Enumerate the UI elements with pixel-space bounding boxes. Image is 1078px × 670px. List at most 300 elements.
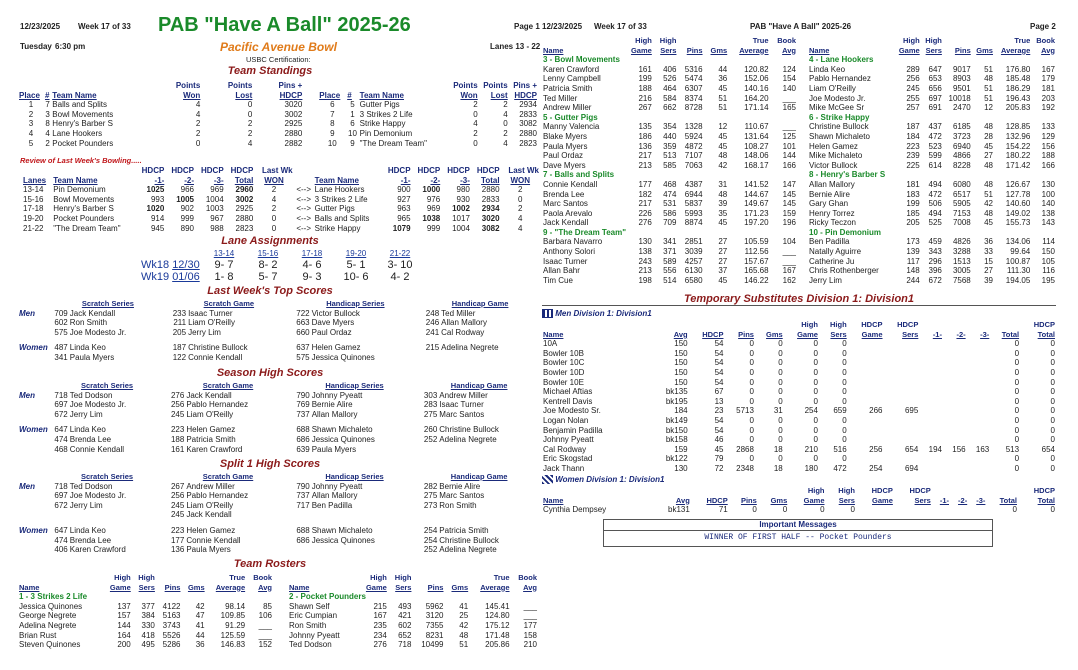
cell — [848, 435, 884, 445]
cell: 6307 — [684, 83, 703, 93]
roster-head — [288, 573, 538, 583]
cell — [291, 545, 311, 555]
cell: 205 — [906, 218, 920, 228]
cell — [990, 320, 1020, 330]
cell: 246 — [425, 318, 440, 328]
cell: 0 — [1050, 505, 1055, 515]
cell: ___ — [782, 122, 796, 132]
cell: 8728 — [684, 103, 703, 113]
cell: 130 — [638, 237, 652, 247]
cell: 124.80 — [485, 611, 510, 621]
usbc-cert: USBC Certification: — [246, 55, 311, 64]
cell: Bernie Alire — [311, 400, 353, 410]
cell: 0 — [850, 505, 855, 515]
cell: Marc Santos — [543, 199, 588, 209]
cell: 256 — [906, 74, 920, 84]
cell: 8 — [330, 119, 335, 129]
cell: 472 — [928, 189, 942, 199]
cell: 239 — [906, 151, 920, 161]
cell — [418, 445, 438, 455]
cell: 930 — [456, 194, 470, 204]
cell: 152.06 — [744, 74, 769, 84]
cell: 0 — [749, 435, 754, 445]
roster-row — [808, 257, 1056, 267]
cell: 71 — [718, 505, 728, 515]
cell — [444, 573, 469, 583]
cell: Pocket Pounders — [53, 213, 115, 223]
cell: 8 — [45, 119, 50, 129]
cell: Jessica Quinones — [19, 601, 83, 611]
cell — [689, 320, 725, 330]
cell: Dave Myers — [311, 318, 355, 328]
cell: 4 — [503, 109, 508, 119]
roster-row — [542, 65, 797, 75]
cell: Marc Santos — [439, 491, 485, 501]
cell: 688 — [296, 525, 310, 535]
roster-row — [542, 190, 797, 200]
cell: 44 — [195, 630, 205, 640]
cell: 487 — [54, 343, 68, 353]
cell: 213 — [638, 160, 652, 170]
cell: 150 — [674, 367, 688, 377]
cell: High — [394, 573, 412, 582]
cell: Michael Aftias — [543, 387, 593, 397]
title-p2: PAB "Have A Ball" 2025-26 — [750, 22, 852, 31]
cell: 3120 — [425, 611, 444, 621]
cell: Paul Ordaz — [311, 327, 352, 337]
cell: 614 — [928, 160, 942, 170]
cell: 149.67 — [744, 199, 769, 209]
cell: 147 — [782, 179, 796, 189]
cell: 2925 — [284, 119, 303, 129]
cell: 163 — [975, 444, 990, 454]
cell: 144 — [117, 620, 131, 630]
cell: 531 — [663, 199, 677, 209]
cell: ___ — [782, 93, 796, 103]
cell: 205 — [172, 327, 187, 337]
cell: Ricky Teczon — [809, 218, 856, 228]
cell: ___ — [523, 601, 537, 611]
cell — [943, 368, 967, 378]
cell — [968, 505, 986, 515]
cell — [919, 349, 943, 359]
cell: 273 — [423, 500, 438, 510]
cell: Linda Keo — [809, 64, 846, 74]
cell: Book — [1036, 36, 1055, 45]
subs-men-label: Men Division 1: Division1 — [542, 309, 1056, 318]
cell: 2 — [247, 128, 253, 138]
cell: Scratch Game — [203, 299, 255, 308]
roster-row — [542, 132, 797, 142]
cell: 2 — [45, 138, 50, 148]
cell: 54 — [714, 367, 724, 377]
cell — [943, 397, 967, 407]
cell: 0 — [1050, 435, 1055, 445]
cell: 216 — [638, 93, 652, 103]
cell: Ron Smith — [439, 500, 477, 510]
cell — [18, 545, 49, 555]
cell — [884, 397, 920, 407]
cell: Handicap Series — [326, 299, 385, 308]
roster-row — [542, 266, 797, 276]
cell: Gutter Pigs — [359, 100, 400, 110]
cell: Helen Gamez — [186, 525, 236, 535]
sub-row — [542, 464, 1056, 474]
cell: High — [903, 36, 920, 45]
lane-row — [140, 259, 422, 271]
cell — [542, 320, 652, 330]
cell: 709 — [54, 308, 68, 318]
cell: 223 — [906, 141, 920, 151]
cell: 8 - Henry's Barber S — [809, 170, 886, 180]
cell: 161 — [170, 444, 185, 454]
cell — [967, 406, 991, 416]
cell: Paula Myers — [69, 352, 115, 362]
roster-row — [288, 621, 538, 631]
roster-row — [542, 151, 797, 161]
cell: 254 — [423, 535, 438, 545]
cell: 267 — [170, 481, 185, 491]
review-table: HDCP HDCP HDCP HDCP Last Wk HDCP HDCP HDCP HDCP Last Wk Lanes Team Name -1- -2- -3- Total WON Team Name -1- -2- -3- Total WON 13-14 Pin Demonium 1025 966 969 2960 2 <--> Lane Hookers 900 1000 980 2880 2 15-16 Bowl Movements 993 1005 1004 3002 4 <--> 3 Strikes 2 Life 927 976 930 2833 0 17-18 Henry's Barber S 1020 902 1003 2925 2 <--> Gutter Pigs 963 969 1002 2934 2 19-20 Pocket Pounders 914 999 967 2880 0 <--> Balls and Splits 965 1038 1017 3020 4 21-22 "The Dream Team" 945 890 988 2823 0 <--> Strike Happy 1079 999 1004 3082 4 — [23, 166, 539, 233]
cell: 140.60 — [1005, 199, 1031, 209]
cell: 0 — [1050, 454, 1055, 464]
cell — [848, 454, 884, 464]
cell: 330 — [141, 620, 155, 630]
cell: 0 — [1050, 406, 1055, 416]
cell: 3082 — [519, 119, 537, 129]
cell: 377 — [141, 601, 155, 611]
cell: Pins — [427, 582, 444, 592]
cell: 963 — [397, 204, 411, 214]
cell: 256 — [170, 491, 185, 501]
cell: 18 — [773, 444, 783, 454]
cell: 27 — [984, 266, 993, 276]
cell: 144 — [782, 151, 796, 161]
score-row — [18, 435, 540, 445]
cell: 0 — [1014, 358, 1020, 368]
cell — [943, 426, 967, 436]
score-header — [18, 381, 540, 391]
cell: 150 — [674, 339, 688, 349]
roster-row — [808, 209, 1056, 219]
cell: 585 — [663, 160, 677, 170]
cell — [884, 435, 920, 445]
cell: 6 - Strike Happy — [809, 112, 870, 122]
cell — [986, 486, 1018, 496]
cell: 914 — [150, 213, 165, 223]
cell: 8228 — [952, 160, 971, 170]
cell: Pin Demonium — [53, 185, 106, 195]
cell: 245 — [170, 510, 185, 520]
cell: 2 — [28, 109, 34, 119]
cell: 15-16 — [23, 194, 44, 204]
cell: Paul Ordaz — [543, 151, 584, 161]
cell — [18, 510, 49, 520]
cell — [884, 416, 920, 426]
cell — [884, 358, 920, 368]
cell: Manny Valencia — [543, 122, 600, 132]
cell: 354 — [663, 122, 677, 132]
cell: 1005 — [176, 194, 194, 204]
cell: 5474 — [684, 74, 703, 84]
cell: 1003 — [205, 204, 224, 214]
cell — [943, 339, 967, 349]
cell: 691 — [928, 103, 942, 113]
cell: 198 — [638, 275, 652, 285]
cell: 663 — [296, 318, 310, 328]
cell: Jessica Quinones — [311, 535, 375, 545]
cell: 31 — [773, 406, 783, 416]
cell — [943, 378, 967, 388]
cell: 120.82 — [744, 64, 769, 74]
cell — [311, 510, 419, 520]
cell: 927 — [397, 194, 411, 204]
cell: 0 — [813, 415, 818, 425]
cell: Game — [803, 495, 825, 505]
roster-row — [808, 132, 1056, 142]
cell: 171.14 — [744, 103, 769, 113]
cell: Johnny Pyeatt — [311, 481, 363, 491]
cell: Bernie Alire — [439, 481, 481, 491]
cell: 516 — [833, 444, 847, 454]
cell: 697 — [928, 93, 942, 103]
cell: Game — [365, 582, 387, 592]
cell: 200 — [117, 640, 131, 650]
cell: Jack Kendall — [69, 308, 116, 318]
cell: Sers — [395, 582, 412, 592]
cell: Game — [109, 582, 131, 592]
cell: Ted Dodson — [289, 640, 332, 650]
cell: 166 — [782, 160, 796, 170]
cell: 890 — [180, 223, 194, 233]
cell: 472 — [928, 131, 942, 141]
cell: 5163 — [162, 611, 181, 621]
cell: Sers — [838, 495, 855, 505]
cell: Shawn Michaleto — [809, 131, 870, 141]
cell: 7107 — [684, 151, 703, 161]
cell: Avg — [782, 45, 796, 55]
sub-row — [542, 378, 1056, 388]
standings-row — [18, 139, 538, 149]
cell — [943, 464, 967, 474]
cell: 2 — [518, 204, 523, 214]
roster-row — [808, 180, 1056, 190]
cell — [919, 387, 943, 397]
cell — [691, 486, 729, 496]
roster-head — [542, 36, 797, 46]
review-title: Review of Last Week's Bowling..... — [20, 156, 142, 165]
cell: 54 — [714, 425, 724, 435]
cell: Christine Bullock — [188, 343, 248, 353]
cell: 993 — [150, 194, 165, 204]
cell — [943, 349, 967, 359]
cell: 474 — [54, 434, 68, 444]
cell: 148 — [906, 266, 920, 276]
cell: 695 — [904, 406, 919, 416]
cell: High — [830, 320, 847, 329]
cell: 252 — [423, 434, 438, 444]
cell — [18, 435, 49, 445]
cell: 181 — [1041, 83, 1055, 93]
cell — [18, 445, 49, 455]
cell: 245 — [170, 500, 185, 510]
cell: 0 — [1050, 377, 1055, 387]
cell: 4387 — [684, 179, 703, 189]
cell — [950, 505, 968, 515]
cell: Sers — [914, 495, 931, 505]
cell: 965 — [397, 213, 411, 223]
cell: 136 — [638, 141, 652, 151]
cell: 167 — [782, 266, 796, 276]
cell: 138 — [1041, 208, 1055, 218]
report-date-p2: 12/23/2025 — [542, 22, 583, 31]
cell: 4 — [518, 223, 523, 233]
report-date: 12/23/2025 — [20, 22, 61, 31]
cell: High — [925, 36, 942, 45]
cell: 0 — [820, 505, 825, 515]
cell: 127.78 — [1005, 189, 1031, 199]
cell: 140 — [782, 83, 796, 93]
cell — [755, 320, 784, 330]
cell: 157.67 — [744, 256, 769, 266]
team-name-row — [18, 592, 273, 602]
cell: 27 — [718, 247, 728, 257]
cell: HDCP — [909, 486, 931, 495]
cell — [919, 397, 943, 407]
cell: Adelina Negrete — [439, 545, 497, 555]
cell: 0 — [1014, 348, 1020, 358]
cell — [967, 464, 991, 474]
cell: 126.67 — [1005, 179, 1031, 189]
cell — [291, 510, 311, 520]
cell — [808, 36, 893, 46]
roster-row — [18, 602, 273, 612]
cell: 195 — [1041, 275, 1055, 285]
cell: 45 — [984, 141, 993, 151]
cell — [943, 416, 967, 426]
cell: 3020 — [481, 213, 500, 223]
cell: 36 — [984, 237, 993, 247]
cell: Isaac Turner — [543, 256, 588, 266]
cell: 494 — [928, 179, 942, 189]
cell: 289 — [906, 64, 920, 74]
cell: Adelina Negrete — [441, 343, 499, 353]
cell: 199 — [906, 199, 920, 209]
cell: Liam O'Reilly — [188, 318, 235, 328]
cell: Sers — [902, 329, 919, 339]
cell: Allan Mallory — [311, 409, 358, 419]
cell: Pablo Hernandez — [186, 491, 249, 501]
cell: 790 — [296, 481, 310, 491]
cell — [919, 339, 943, 349]
cell — [652, 486, 691, 496]
cell: Patricia Smith — [186, 434, 236, 444]
cell — [848, 368, 884, 378]
roster-head — [18, 573, 273, 583]
cell: 718 — [54, 390, 68, 400]
cell: 199 — [638, 74, 652, 84]
cell: Adelina Negrete — [439, 434, 497, 444]
cell: 0 — [1050, 387, 1055, 397]
roster-row — [542, 257, 797, 267]
cell: 0 — [813, 377, 818, 387]
cell: 653 — [928, 74, 942, 84]
cell: 79 — [714, 454, 724, 464]
cell: 283 — [423, 400, 438, 410]
cell: 31 — [718, 179, 728, 189]
cell: 173 — [906, 237, 920, 247]
cell: 0 — [1014, 339, 1020, 349]
cell: Connie Kendall — [543, 179, 598, 189]
cell: 3 — [28, 119, 34, 129]
cell: 0 — [782, 505, 788, 515]
cell: 359 — [663, 141, 677, 151]
cell: Game — [797, 329, 818, 339]
cell: Jack Kendall — [186, 510, 232, 520]
cell — [542, 486, 652, 496]
cell: 406 — [663, 64, 677, 74]
cell — [418, 510, 438, 520]
cell: 137 — [117, 601, 131, 611]
cell: 5905 — [952, 199, 971, 209]
cell: 0 — [1050, 415, 1055, 425]
cell: High — [659, 36, 677, 45]
cell: Ron Smith — [69, 318, 108, 328]
roster-row — [808, 199, 1056, 209]
cell: 722 — [296, 308, 310, 318]
cell: 969 — [426, 204, 441, 214]
cell: 145.41 — [485, 601, 510, 611]
cell: 988 — [210, 223, 224, 233]
cell — [18, 353, 49, 363]
cell: 980 — [456, 185, 470, 195]
cell — [919, 454, 943, 464]
cell: 654 — [1041, 444, 1055, 454]
roster-head — [808, 36, 1056, 46]
cell: Handicap Series — [325, 381, 384, 390]
cell: 125.59 — [220, 630, 246, 640]
cell — [440, 353, 540, 363]
cell: 2348 — [736, 463, 754, 473]
subs-women-table — [542, 486, 1056, 515]
split-table — [18, 472, 540, 555]
cell: 39 — [718, 199, 728, 209]
cell: ___ — [782, 247, 796, 257]
cell: 769 — [296, 400, 310, 410]
cell: 0 — [813, 358, 818, 368]
cell: HDCP — [1033, 486, 1055, 495]
cell: Henry Torrez — [809, 208, 855, 218]
cell: 150 — [674, 348, 688, 358]
cell: 0 — [813, 454, 818, 464]
cell: <--> — [296, 204, 311, 214]
cell — [967, 358, 991, 368]
messages-title: Important Messages — [604, 520, 992, 531]
cell: 3002 — [235, 194, 254, 204]
cell: 602 — [54, 318, 68, 328]
cell: Avg — [673, 329, 688, 339]
cell: Paula Myers — [186, 545, 231, 555]
cell: 0 — [842, 358, 847, 368]
cell: Jack Thann — [543, 463, 585, 473]
cell: 1017 — [452, 213, 470, 223]
roster-row — [808, 266, 1056, 276]
cell: Handicap Game — [450, 472, 508, 481]
cell: 197.20 — [744, 218, 769, 228]
cell: 9- 3 — [302, 270, 322, 283]
cell: 421 — [398, 611, 412, 621]
cell: 48 — [984, 208, 993, 218]
